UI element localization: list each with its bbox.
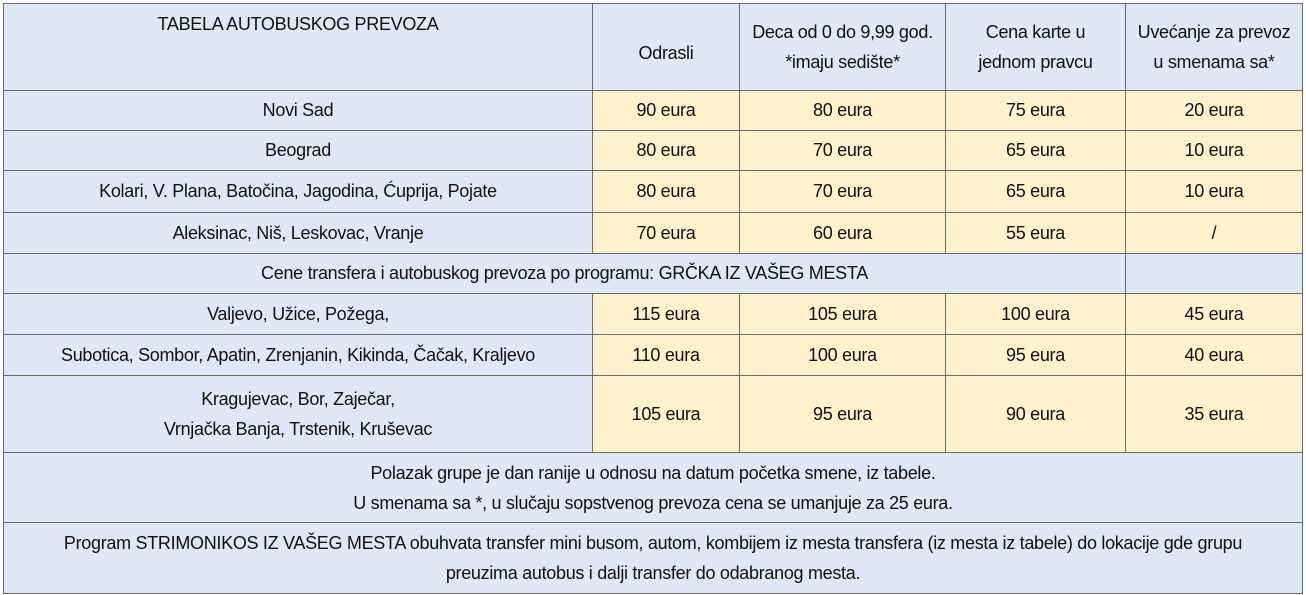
departure-note-line1: Polazak grupe je dan ranije u odnosu na datum početka smene, iz tabele. [370,462,936,483]
price-children: 60 eura [740,213,946,254]
place-cell: Kolari, V. Plana, Batočina, Jagodina, Ćuprija, Pojate [4,171,593,213]
price-oneway: 65 eura [946,131,1126,171]
note-row [4,453,1303,523]
column-header-children-line2: *imaju sedište* [785,52,900,72]
column-header-oneway-line1: Cena karte u [985,22,1086,42]
price-shift-surcharge: 40 eura [1126,335,1303,376]
price-adults: 110 eura [593,335,740,376]
table-row [4,376,1303,453]
table-row [4,213,1303,254]
section-title-empty-cell [1126,254,1303,294]
departure-note-line2: U smenama sa *, u slučaju sopstvenog prevoza cena se umanjuje za 25 eura. [353,492,953,513]
place-cell: Beograd [4,131,593,171]
column-header-oneway [946,4,1126,91]
price-shift-surcharge: 10 eura [1126,171,1303,213]
column-header-children [740,4,946,91]
price-adults: 80 eura [593,171,740,213]
price-children: 80 eura [740,91,946,131]
price-oneway: 90 eura [946,376,1126,453]
place-cell: Subotica, Sombor, Apatin, Zrenjanin, Kikinda, Čačak, Kraljevo [4,335,593,376]
program-note [4,523,1303,594]
table-row [4,294,1303,335]
place-cell [4,376,593,453]
table-row [4,335,1303,376]
departure-note [4,453,1303,523]
price-oneway: 100 eura [946,294,1126,335]
place-cell: Valjevo, Užice, Požega, [4,294,593,335]
column-header-oneway-line2: jednom pravcu [978,52,1093,72]
price-shift-surcharge: 20 eura [1126,91,1303,131]
table-row [4,171,1303,213]
price-oneway: 95 eura [946,335,1126,376]
price-adults: 70 eura [593,213,740,254]
column-header-shift-surcharge [1126,4,1303,91]
column-header-children-line1: Deca od 0 do 9,99 god. [752,22,933,42]
price-shift-surcharge: 10 eura [1126,131,1303,171]
place-cell: Novi Sad [4,91,593,131]
price-adults: 80 eura [593,131,740,171]
table-row [4,131,1303,171]
price-shift-surcharge: 45 eura [1126,294,1303,335]
column-header-adults: Odrasli [593,4,740,91]
price-oneway: 75 eura [946,91,1126,131]
price-adults: 115 eura [593,294,740,335]
table-header-row [4,4,1303,91]
price-children: 95 eura [740,376,946,453]
price-adults: 90 eura [593,91,740,131]
price-adults: 105 eura [593,376,740,453]
section-title-row [4,254,1303,294]
price-children: 100 eura [740,335,946,376]
price-oneway: 65 eura [946,171,1126,213]
place-line1: Kragujevac, Bor, Zaječar, [201,389,395,409]
table-title: TABELA AUTOBUSKOG PREVOZA [4,4,593,91]
price-children: 70 eura [740,171,946,213]
program-row [4,523,1303,594]
price-shift-surcharge: 35 eura [1126,376,1303,453]
section-title: Cene transfera i autobuskog prevoza po programu: GRČKA IZ VAŠEG MESTA [4,254,1126,294]
program-note-line2: preuzima autobus i dalji transfer do odabranog mesta. [445,563,861,583]
program-note-line1: Program STRIMONIKOS IZ VAŠEG MESTA obuhvata transfer mini busom, autom, kombijem iz mesta transfera (iz mesta iz tabele) do lokacije gde grupu [63,533,1243,553]
price-children: 105 eura [740,294,946,335]
price-shift-surcharge: / [1126,213,1303,254]
place-cell: Aleksinac, Niš, Leskovac, Vranje [4,213,593,254]
column-header-shift-line1: Uvećanje za prevoz [1137,22,1291,42]
place-line2: Vrnjačka Banja, Trstenik, Kruševac [163,419,433,439]
price-oneway: 55 eura [946,213,1126,254]
price-children: 70 eura [740,131,946,171]
bus-transport-price-table [3,3,1303,594]
column-header-shift-line2: u smenama sa* [1153,52,1275,72]
table-row [4,91,1303,131]
